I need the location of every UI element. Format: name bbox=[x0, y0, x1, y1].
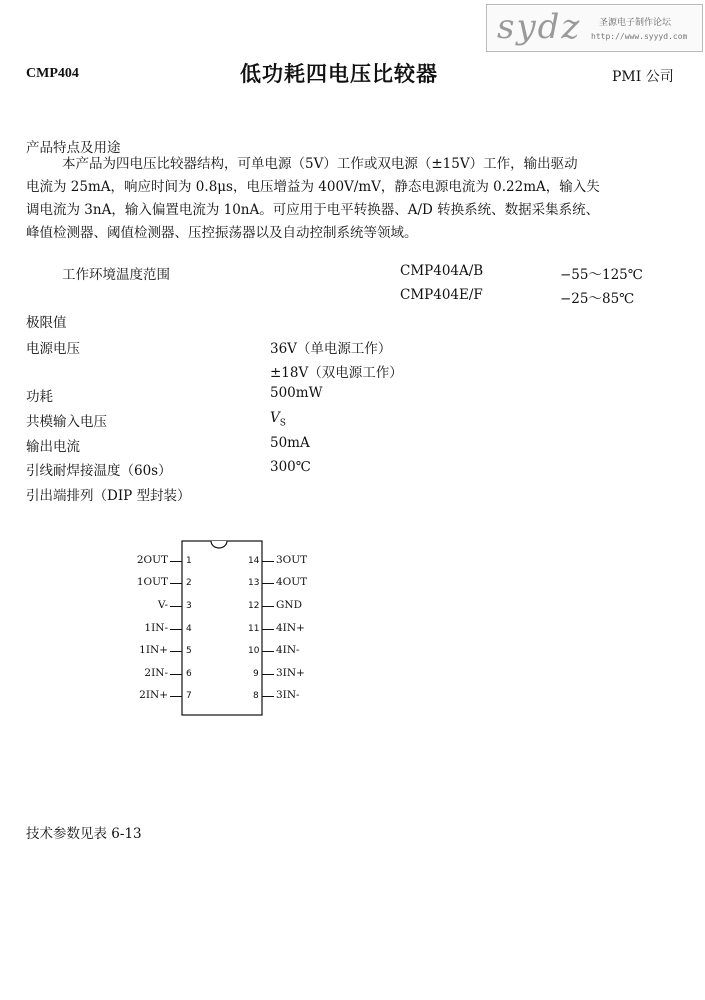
pin-lead-left bbox=[170, 674, 182, 675]
pin-number-left: 5 bbox=[186, 646, 192, 656]
pin-number-left: 7 bbox=[186, 691, 192, 701]
temp-range-1: −55～125℃ bbox=[560, 267, 643, 283]
pin-number-right: 11 bbox=[248, 624, 260, 634]
pin-name-right: 3IN- bbox=[276, 689, 300, 701]
pin-lead-left bbox=[170, 629, 182, 630]
limit-value: 50mA bbox=[270, 435, 310, 451]
pin-number-left: 6 bbox=[186, 669, 192, 679]
pin-lead-right bbox=[262, 629, 274, 630]
pin-lead-right bbox=[262, 674, 274, 675]
pin-name-left: 1IN- bbox=[144, 622, 168, 634]
limit-value: 500mW bbox=[270, 385, 323, 401]
limit-value: 300℃ bbox=[270, 459, 311, 475]
pin-lead-left bbox=[170, 651, 182, 652]
vs-symbol: V bbox=[270, 410, 280, 426]
pin-name-right: 4IN- bbox=[276, 644, 300, 656]
temp-range-label: 工作环境温度范围 bbox=[62, 267, 170, 283]
footer-note: 技术参数见表 6-13 bbox=[26, 826, 142, 842]
pin1-notch bbox=[211, 541, 227, 548]
limit-label: 引线耐焊接温度（60s） bbox=[26, 463, 172, 479]
temp-range-2: −25～85℃ bbox=[560, 291, 635, 307]
header-model: CMP404 bbox=[26, 66, 79, 81]
pin-lead-right bbox=[262, 606, 274, 607]
pin-name-left: V- bbox=[157, 599, 168, 611]
features-line: 峰值检测器、阈值检测器、压控振荡器以及自动控制系统等领域。 bbox=[26, 225, 418, 241]
pin-number-right: 12 bbox=[248, 601, 260, 611]
pin-name-right: 3OUT bbox=[276, 554, 308, 566]
pin-lead-right bbox=[262, 696, 274, 697]
pin-number-left: 3 bbox=[186, 601, 192, 611]
pin-number-left: 4 bbox=[186, 624, 192, 634]
pin-lead-left bbox=[170, 606, 182, 607]
pin-name-left: 2OUT bbox=[136, 554, 168, 566]
pin-number-right: 9 bbox=[253, 669, 259, 679]
pinout-heading: 引出端排列（DIP 型封装） bbox=[26, 488, 191, 504]
pin-name-right: 4OUT bbox=[276, 576, 308, 588]
pin-number-left: 1 bbox=[186, 556, 192, 566]
limit-value: 36V（单电源工作） bbox=[270, 341, 392, 357]
pin-lead-right bbox=[262, 651, 274, 652]
header-company: PMI 公司 bbox=[612, 69, 674, 85]
limits-heading: 极限值 bbox=[26, 315, 67, 331]
pin-number-right: 8 bbox=[253, 691, 259, 701]
features-line: 调电流为 3nA，输入偏置电流为 10nA。可应用于电平转换器、A/D 转换系统、数据采集系统、 bbox=[26, 202, 600, 218]
limit-label: 共模输入电压 bbox=[26, 414, 107, 430]
limit-label: 输出电流 bbox=[26, 439, 80, 455]
page-title: 低功耗四电压比较器 bbox=[240, 62, 438, 86]
vs-subscript: S bbox=[279, 418, 286, 429]
limit-label: 功耗 bbox=[26, 389, 53, 405]
features-line: 电流为 25mA，响应时间为 0.8μs，电压增益为 400V/mV，静态电源电流为 0.22mA，输入失 bbox=[26, 179, 600, 195]
temp-model-2: CMP404E/F bbox=[400, 287, 483, 303]
pin-name-left: 2IN- bbox=[144, 667, 168, 679]
pin-name-right: 4IN+ bbox=[276, 622, 305, 634]
limit-value: ±18V（双电源工作） bbox=[270, 365, 403, 381]
pin-lead-left bbox=[170, 561, 182, 562]
features-heading: 产品特点及用途 bbox=[26, 140, 121, 156]
pin-name-right: GND bbox=[276, 599, 302, 611]
pin-number-right: 14 bbox=[248, 556, 260, 566]
logo-url: http://www.syyyd.com bbox=[591, 32, 688, 41]
pin-name-left: 1OUT bbox=[136, 576, 168, 588]
features-line: 本产品为四电压比较器结构，可单电源（5V）工作或双电源（±15V）工作，输出驱动 bbox=[62, 156, 578, 172]
pin-name-right: 3IN+ bbox=[276, 667, 305, 679]
pin-number-right: 13 bbox=[248, 578, 260, 588]
logo-mark: sydz bbox=[497, 7, 582, 47]
pin-lead-left bbox=[170, 696, 182, 697]
pin-name-left: 2IN+ bbox=[139, 689, 168, 701]
pin-name-left: 1IN+ bbox=[139, 644, 168, 656]
pin-lead-left bbox=[170, 583, 182, 584]
limit-label: 电源电压 bbox=[26, 341, 80, 357]
pin-number-right: 10 bbox=[248, 646, 260, 656]
pin-lead-right bbox=[262, 583, 274, 584]
logo-site-name: 圣源电子制作论坛 bbox=[599, 18, 672, 28]
pin-lead-right bbox=[262, 561, 274, 562]
pin-number-left: 2 bbox=[186, 578, 192, 588]
temp-model-1: CMP404A/B bbox=[400, 263, 484, 279]
